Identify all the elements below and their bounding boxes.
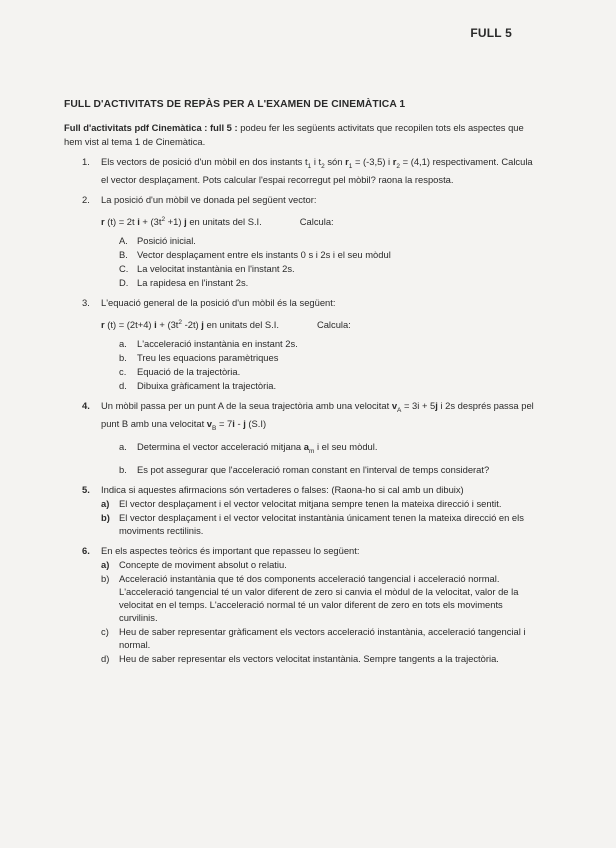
q2-text: La posició d'un mòbil ve donada pel següent vector: — [101, 193, 317, 205]
item-text: Posició inicial. — [137, 235, 196, 246]
item-letter: a. — [119, 338, 127, 350]
formula-part: en unitats del S.I. — [186, 216, 262, 227]
q4-part: j — [243, 418, 246, 429]
formula-part: + (3t — [139, 216, 162, 227]
item-text: El vector desplaçament i el vector velocitat mitjana sempre tenen la mateixa direcció i sentit. — [119, 497, 502, 509]
list-item — [101, 558, 534, 571]
list-item — [119, 365, 534, 378]
item-text: Determina el vector acceleració mitjana — [137, 440, 304, 452]
item-letter: d) — [101, 652, 110, 664]
q1-text: = (4,1) respectivament. Calcula el vector desplaçament. Pots calcular l'espai recorregut pel mòbil? raona la resposta. — [101, 156, 533, 185]
formula-part: j — [201, 319, 204, 331]
item-letter: D. — [119, 277, 129, 288]
item-text: Es pot assegurar que l'acceleració roman constant en l'interval de temps considerat? — [137, 463, 490, 475]
list-item — [119, 337, 534, 350]
list-item — [119, 463, 534, 476]
formula-part: +1) — [165, 216, 185, 227]
item-letter: c. — [119, 366, 127, 378]
q1-sub: 2 — [321, 162, 325, 170]
item-text: Acceleració instantània que té dos components acceleració tangencial i acceleració normal. L'acceleració tangencial té un valor diferent de zero si canvia el mòdul de la velocitat, valor de la velocitat en el temps. L'acceleració normal té un valor diferent de zero en tots els moviments curvilinis. — [119, 572, 519, 623]
question-4 — [64, 399, 534, 476]
question-6 — [64, 544, 534, 665]
q3-text: L'equació general de la posició d'un mòbil és la següent: — [101, 297, 336, 308]
q4-part: - — [234, 418, 244, 429]
q4-part: v — [391, 400, 398, 412]
q4-part: = 7 — [216, 418, 233, 429]
item-letter: b. — [119, 352, 127, 364]
item-letter: b) — [101, 511, 110, 523]
question-number: 4. — [82, 400, 90, 412]
item-letter: d. — [119, 380, 127, 392]
list-item — [119, 234, 534, 247]
question-number: 6. — [82, 544, 90, 556]
list-item — [101, 572, 534, 624]
formula-part: -2t) — [182, 319, 202, 331]
q3-items — [101, 337, 534, 392]
page-title: FULL D'ACTIVITATS DE REPÀS PER A L'EXAMEN DE CINEMÀTICA 1 — [64, 99, 406, 110]
question-number: 2. — [82, 193, 90, 205]
q4-part: i — [232, 418, 235, 429]
formula-part: 2 — [178, 319, 183, 326]
item-text: i el seu mòdul. — [314, 440, 378, 452]
formula-calc: Calcula: — [316, 319, 351, 331]
formula-part: + (3t — [156, 319, 179, 331]
item-letter: a. — [119, 440, 127, 452]
item-text: Concepte de moviment absolut o relatiu. — [119, 558, 287, 570]
q1-sub: 1 — [348, 162, 353, 170]
formula-part: (t) = (2t+4) — [104, 319, 155, 331]
item-letter: B. — [119, 249, 128, 260]
question-1 — [64, 155, 534, 186]
q4-part: B — [212, 424, 217, 432]
question-number: 3. — [82, 297, 90, 308]
intro-text: podeu fer les següents activitats que recopilen tots els aspectes que hem vist al tema 1 de Cinemàtica. — [64, 122, 524, 147]
q4-part: = 3i + 5 — [401, 400, 436, 412]
question-2 — [64, 193, 534, 289]
q5-text: Indica si aquestes afirmacions són vertaderes o falses: (Raona-ho si cal amb un dibuix) — [101, 483, 464, 495]
list-item — [119, 379, 534, 392]
q4-text — [101, 399, 534, 435]
formula-calc: Calcula: — [299, 216, 334, 227]
item-letter: A. — [119, 235, 128, 246]
item-letter: C. — [119, 263, 129, 274]
item-text: La rapidesa en l'instant 2s. — [137, 277, 249, 288]
item-text: Heu de saber representar gràficament els vectors acceleració instantània, acceleració tangencial i normal. — [119, 625, 526, 650]
q1-vector: r — [392, 156, 397, 167]
q1-vector: r — [345, 156, 349, 167]
q1-text: = (-3,5) i — [352, 156, 393, 167]
item-text: Dibuixa gràficament la trajectòria. — [137, 380, 277, 392]
formula-part: i — [154, 319, 157, 331]
formula-part: (t) = 2t — [104, 216, 138, 227]
intro-paragraph — [64, 121, 534, 149]
item-letter: a) — [101, 558, 110, 570]
item-text: Vector desplaçament entre els instants 0 s i 2s i el seu mòdul — [137, 249, 391, 260]
q4-part: A — [397, 407, 402, 414]
sheet-label: FULL 5 — [470, 26, 512, 40]
question-list — [64, 155, 534, 672]
question-3 — [64, 296, 534, 392]
item-letter: c) — [101, 625, 109, 637]
item-text: El vector desplaçament i el vector velocitat instantània únicament tenen la mateixa direcció en els moviments rectilinis. — [119, 511, 524, 536]
list-item — [101, 497, 534, 510]
list-item — [119, 248, 534, 261]
item-text: Heu de saber representar els vectors velocitat instantània. Sempre tangents a la trajectòria. — [119, 652, 499, 664]
formula-part: en unitats del S.I. — [203, 319, 279, 331]
formula-part: j — [184, 216, 187, 227]
list-item — [101, 511, 534, 537]
list-item — [119, 276, 534, 289]
list-item — [101, 652, 534, 665]
q3-formula — [101, 316, 534, 331]
question-5 — [64, 483, 534, 537]
item-text: Treu les equacions paramètriques — [137, 352, 279, 364]
question-number: 5. — [82, 483, 90, 495]
list-item — [119, 440, 534, 458]
item-letter: b. — [119, 463, 127, 475]
formula-part: i — [137, 216, 140, 227]
q4-part: i 2s després passa pel punt B amb una velocitat — [101, 400, 534, 429]
item-letter: b) — [101, 572, 110, 584]
formula-part: r — [101, 319, 105, 331]
q1-sub: 1 — [307, 162, 312, 170]
item-text: a — [303, 440, 309, 452]
item-text: Equació de la trajectòria. — [137, 366, 241, 378]
formula-part: 2 — [161, 215, 166, 223]
item-text: L'acceleració instantània en instant 2s. — [137, 338, 298, 350]
formula-part: r — [101, 216, 105, 227]
question-number: 1. — [82, 156, 90, 167]
q2-formula — [101, 213, 534, 228]
q4-part: j — [435, 400, 438, 412]
item-text: m — [308, 447, 315, 455]
q4-part: (S.I) — [245, 418, 267, 429]
list-item — [119, 351, 534, 364]
q1-text: són — [324, 156, 346, 167]
intro-bold: Full d'activitats pdf Cinemàtica : full 5 : — [64, 122, 238, 133]
q1-sub: 2 — [396, 162, 401, 170]
item-text: La velocitat instantània en l'instant 2s. — [137, 263, 295, 274]
q6-text: En els aspectes teòrics és important que repasseu lo següent: — [101, 544, 360, 556]
q1-text: Els vectors de posició d'un mòbil en dos instants t — [101, 156, 308, 167]
q4-part: v — [206, 418, 213, 429]
q2-items — [101, 234, 534, 289]
list-item — [119, 262, 534, 275]
list-item — [101, 625, 534, 651]
item-letter: a) — [101, 497, 110, 509]
q4-part: Un mòbil passa per un punt A de la seua trajectòria amb una velocitat — [101, 400, 392, 412]
q1-text: i t — [311, 156, 322, 167]
